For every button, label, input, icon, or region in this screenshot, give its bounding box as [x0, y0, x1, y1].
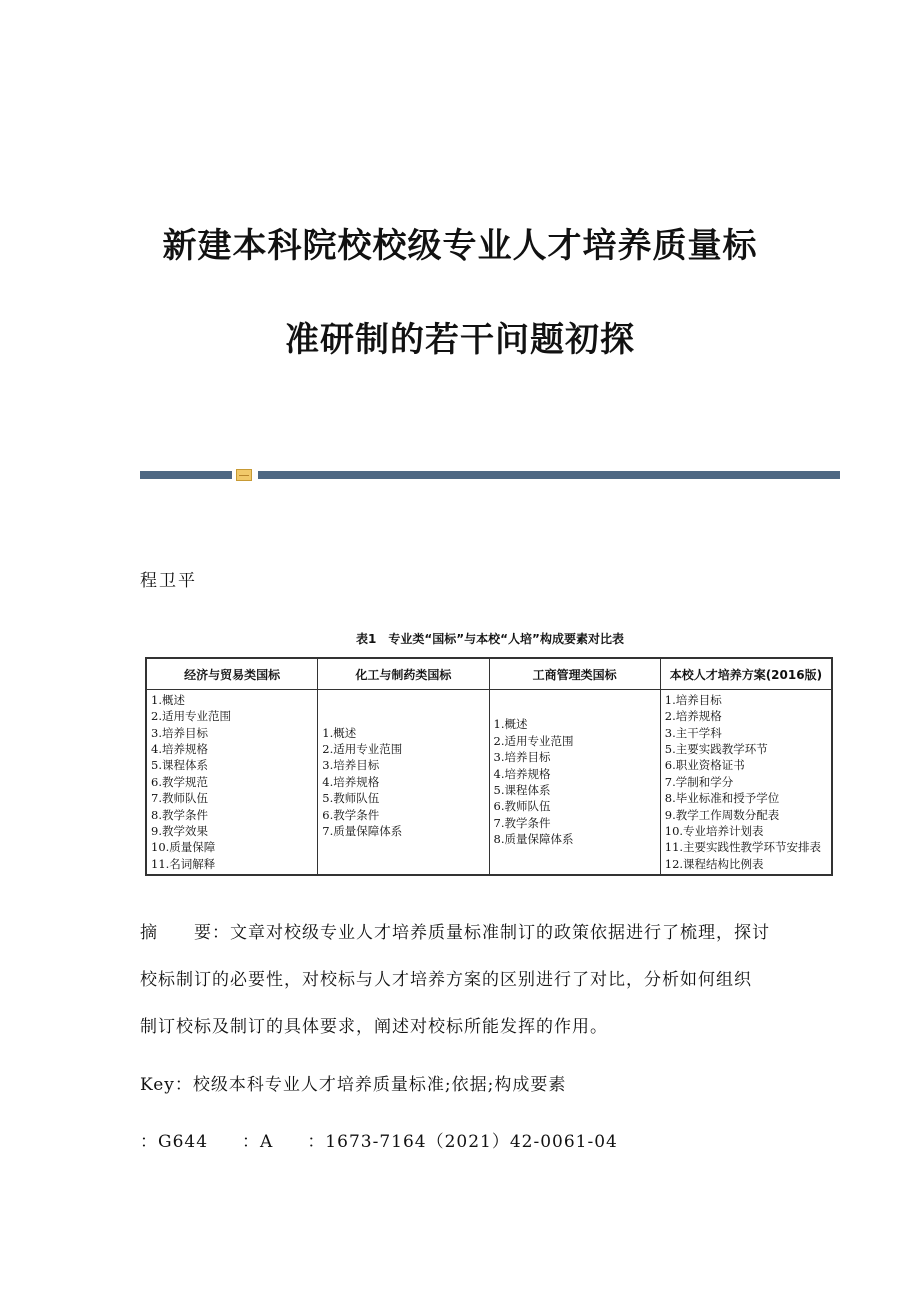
page-title-line-1: 新建本科院校校级专业人才培养质量标: [162, 226, 758, 266]
table-cell-item: 4.培养规格: [322, 774, 380, 789]
comparison-table: [145, 657, 833, 876]
keywords-label: Key：: [140, 1075, 193, 1095]
table-cell-item: 3.培养目标: [322, 758, 380, 773]
table-cell-item: 5.课程体系: [493, 783, 551, 797]
table-cell-item: 11.主要实践性教学环节安排表: [664, 840, 822, 855]
table-cell-item: 1.培养目标: [664, 692, 722, 707]
table-cell-item: 7.学制和学分: [664, 774, 734, 789]
table-cell-item: 6.教师队伍: [493, 799, 551, 814]
table-cell-item: 2.适用专业范围: [322, 741, 403, 756]
table-cell-item: 3.培养目标: [493, 750, 551, 765]
envelope-icon: [236, 469, 252, 481]
abstract-text-1: 文章对校级专业人才培养质量标准制订的政策依据进行了梳理，探讨: [230, 923, 770, 943]
table-column: [147, 690, 317, 874]
table-cell-item: 10.质量保障: [151, 840, 216, 855]
table-header-cell: 经济与贸易类国标: [184, 667, 281, 682]
table-header-cell: 工商管理类国标: [489, 659, 660, 689]
table-cell-item: 8.质量保障体系: [493, 832, 574, 847]
table-body: [147, 690, 831, 874]
table-cell-item: 8.毕业标准和授予学位: [664, 791, 780, 806]
classification-line: [140, 1127, 618, 1152]
table-column: [660, 690, 831, 874]
table-caption: 表1 专业类“国标”与本校“人培”构成要素对比表: [356, 632, 624, 646]
article-number: ：1673-7164（2021）42-0061-04: [307, 1132, 618, 1152]
abstract-line-1: [140, 918, 770, 943]
document-code: ：A: [242, 1132, 274, 1152]
table-cell-item: 12.课程结构比例表: [664, 856, 764, 871]
table-header-cell: 本校人才培养方案(2016版): [660, 659, 831, 689]
table-cell-item: 7.质量保障体系: [322, 824, 403, 839]
abstract-line-2: 校标制订的必要性，对校标与人才培养方案的区别进行了对比，分析如何组织: [140, 970, 752, 990]
keywords-text: 校级本科专业人才培养质量标准;依据;构成要素: [192, 1075, 567, 1095]
table-cell-item: 5.教师队伍: [322, 791, 380, 806]
table-header-row: [147, 659, 831, 690]
table-cell-item: 9.教学工作周数分配表: [664, 807, 780, 822]
table-cell-item: 7.教学条件: [493, 815, 551, 830]
clc-number: ：G644: [140, 1132, 209, 1152]
author: 程卫平: [140, 571, 197, 591]
table-cell-item: 1.概述: [322, 725, 357, 740]
table-cell-item: 1.概述: [493, 717, 528, 732]
table-cell-item: 6.教学条件: [322, 807, 380, 822]
table-cell-item: 2.培养规格: [664, 709, 722, 724]
table-cell-item: 10.专业培养计划表: [664, 824, 764, 839]
table-column: [489, 690, 660, 874]
table-cell-item: 7.教师队伍: [151, 791, 208, 806]
keywords: [140, 1070, 566, 1095]
table-column: [317, 690, 488, 874]
table-cell-item: 8.教学条件: [151, 807, 208, 822]
table-cell-item: 4.培养规格: [151, 741, 208, 756]
divider-right: [258, 471, 840, 479]
table-cell-item: 5.课程体系: [151, 758, 208, 773]
table-cell-item: 4.培养规格: [493, 766, 551, 781]
table-cell-item: 3.主干学科: [664, 725, 722, 740]
table-cell-item: 6.教学规范: [151, 774, 208, 789]
table-header-cell: 化工与制药类国标: [317, 659, 488, 689]
table-cell-item: 2.适用专业范围: [151, 709, 231, 724]
page-title-line-2: 准研制的若干问题初探: [285, 320, 635, 360]
table-cell-item: 1.概述: [151, 692, 185, 707]
divider-left: [140, 471, 232, 479]
table-cell-item: 11.名词解释: [151, 856, 216, 871]
table-cell-item: 2.适用专业范围: [493, 733, 574, 748]
table-cell-item: 5.主要实践教学环节: [664, 741, 768, 756]
abstract-line-3: 制订校标及制订的具体要求，阐述对校标所能发挥的作用。: [140, 1017, 608, 1037]
table-cell-item: 3.培养目标: [151, 725, 208, 740]
table-cell-item: 6.职业资格证书: [664, 758, 745, 773]
table-cell-item: 9.教学效果: [151, 824, 208, 839]
abstract-label: 摘 要：: [140, 923, 230, 943]
